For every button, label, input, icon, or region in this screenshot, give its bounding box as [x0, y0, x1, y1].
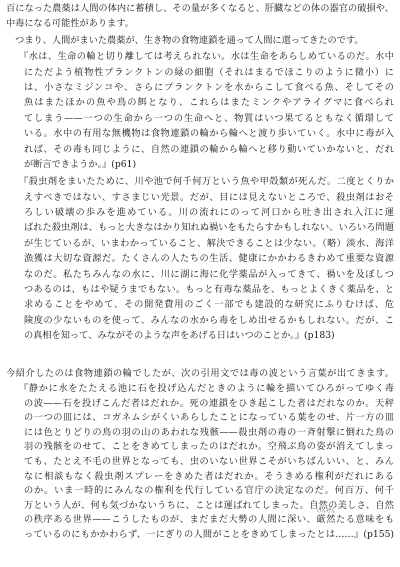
- quote-line: れば、その毒も同じように、自然の連鎖の輪から輪へと移り動いていかないと、だれ: [24, 143, 394, 155]
- quote-line: なのだ。私たちみんなの水に、川に湖に海に化学薬品が入ってきて、禍いを及ぼしつ: [24, 268, 394, 280]
- quote-line: には色とりどりの鳥の羽の山のあわれな残骸——殺虫剤の毒の一斉射撃に倒れた鳥の: [24, 426, 394, 438]
- quote-line: 『水は、生命の輪と切り離しては考えられない。水は生命をあらしめているのだ。水中: [19, 51, 394, 63]
- quotation-pesticide-waters: [19, 174, 394, 343]
- summary-paragraph: [6, 33, 394, 48]
- quote-line: いる。水中の有用な無機物は食物連鎖の輪から輪へと渡り歩いていく。水中に毒が入: [24, 128, 394, 140]
- body-line: 中毒になる可能性があります。: [6, 18, 134, 30]
- quote-line: えすべきではない、すさまじい光景。だが、目には見えないところで、殺虫剤はおそ: [24, 191, 394, 203]
- page-citation: (p61): [111, 158, 137, 170]
- quote-line-text: の秩序ある世界——こうしたものが、まだまだ大勢の人間に深い、: [24, 514, 317, 526]
- quote-line: の一つの皿には、コガネムシがくいあらしたことになっている葉をのせ、片一方の皿: [24, 412, 394, 424]
- quote-line: 羽の残骸をのせて、ことをきめてしまったのはだれか。空飛ぶ鳥の姿が消えてしまっ: [24, 441, 394, 453]
- quote-line: ろしい破壊の歩みを進めている。川の流れにのって河口から吐き出され入江に運: [24, 207, 394, 219]
- quote-line: 漁獲は大切な資源だ。たくさんの人たちの生活、健康にかかわるきわめて重要な資源: [24, 253, 394, 265]
- quote-line: が生じているが、いまわかっていること、解決できることは少ない。（略）淡水、海洋: [24, 237, 394, 249]
- quote-line: ても、たとえ不毛の世界となっても、虫のいない世界こそがいちばんいい、と、みん: [24, 455, 394, 467]
- quote-line: のか。いま一時的にみんなの権利を代行している官庁の決定なのだ。何百万、何千: [24, 485, 394, 497]
- ruby-annotated-word: [316, 509, 336, 526]
- quote-line: [24, 157, 394, 172]
- transition-paragraph: [6, 366, 394, 381]
- opening-paragraph: [6, 1, 394, 32]
- quote-line: は、小さなミジンコや、さらにプランクトンを水からこして食べる魚、そしてその: [24, 81, 394, 93]
- quote-line: [24, 509, 395, 528]
- quote-line-text: の真相を知って、みながそのような声をあげる日はいつのことか。』: [24, 330, 305, 342]
- quote-line: 求めることをやめて、その開発費用のごく一部でも建設的な研究にふりむけば、危: [24, 299, 394, 311]
- ruby-base-text: 厳然: [316, 514, 336, 526]
- quote-line: 魚はまたほかの魚や鳥の餌となり、これらはまたミンクやアライグマに食べられ: [24, 97, 394, 109]
- quote-line: にただよう植物性プランクトンの緑の細胞（それはまるでほこりのように微小）に: [24, 66, 394, 78]
- body-line: つまり、人間がまいた農薬が、生き物の食物連鎖を通って人間に還ってきたのです。: [6, 34, 364, 46]
- ruby-reading: げんぜん: [317, 509, 336, 515]
- quote-line-text: っているのにもかかわらず、一にぎりの人間がことをきめてしまったとは……』: [24, 528, 364, 540]
- quote-line: 万という人が、何も気づかないうちに、ことは運ばれてしまった。自然の美しさ、自然: [24, 499, 394, 511]
- quotation-water-cycle: [19, 49, 394, 172]
- quote-line: [24, 528, 394, 543]
- quote-line: の波——石を投げこんだ者はだれか。死の連鎖をひき起こした者はだれなのか。天秤: [24, 397, 394, 409]
- quote-line: 『殺虫剤をまいたために、川や池で何千何万という魚や甲殻類が死んだ。二度とくりか: [19, 176, 394, 188]
- quotation-poison-wave: [19, 382, 395, 543]
- quote-line-text: が断言できようか。』: [24, 158, 112, 170]
- quote-line: つあるのは、もはや疑うまでもない。もっと有毒な薬品を、もっとよくきく薬品を、と: [24, 284, 394, 296]
- quote-line: [24, 328, 394, 343]
- body-line: 百になった農薬は人間の体内に蓄積し、その量が多くなると、肝臓などの体の器官の破損や、: [6, 3, 394, 14]
- quote-line: なに相談もなく殺虫剤スプレーをきめた者はだれか。そうきめる権利がだれにある: [24, 470, 394, 482]
- page-citation: (p155): [363, 528, 394, 540]
- quote-line: 『静かに水をたたえる池に石を投げ込んだときのように輪を描いてひろがってゆく毒: [19, 382, 394, 394]
- quote-line-text: たる意味をも: [336, 514, 395, 526]
- quote-line: てしまう——一つの生命から一つの生命へと、物質はいつ果てるともなく循環して: [24, 112, 394, 124]
- page-citation: (p183): [304, 330, 335, 342]
- quote-line: ばれた殺虫剤は、もっと大きなはかり知れぬ禍いをもたらすかもしれない。いろいろ問題: [24, 222, 394, 234]
- body-line: 今紹介したのは食物連鎖の輪でしたが、次の引用文では毒の波という言葉が出てきます。: [6, 367, 394, 379]
- quote-line: 険度の少ないものを使って、みんなの水から毒をしめ出せるかもしれない。だが、こ: [24, 314, 394, 326]
